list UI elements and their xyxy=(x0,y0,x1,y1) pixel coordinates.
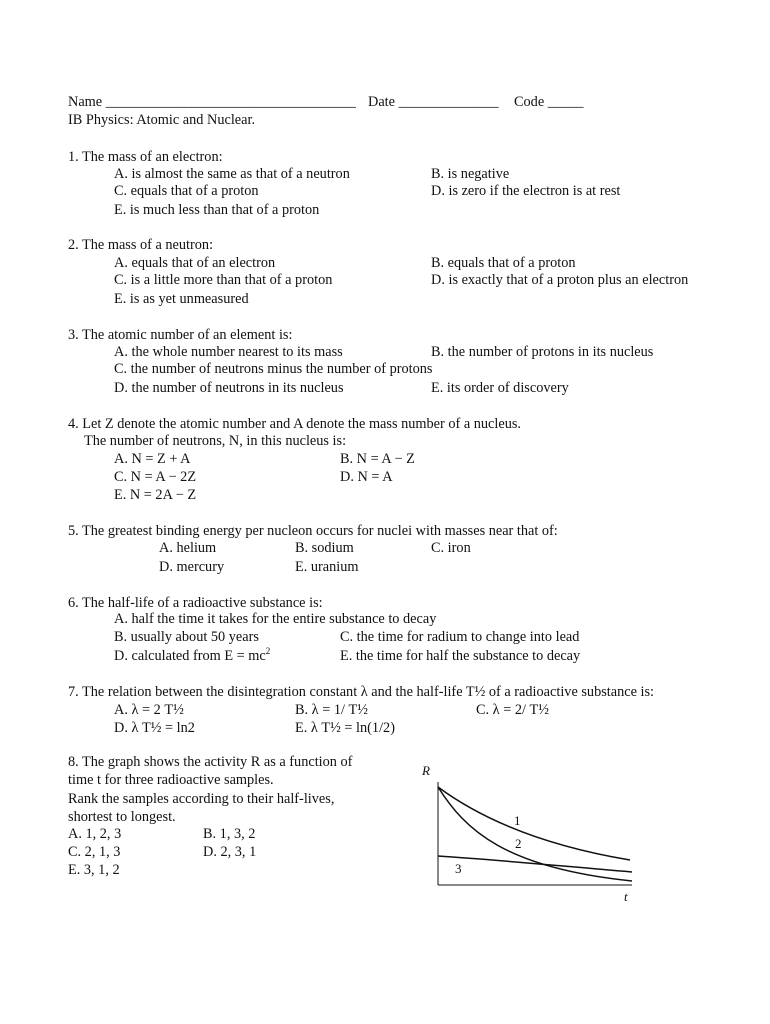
q5-option-a: A. helium xyxy=(159,540,217,556)
q7-option-b: B. λ = 1/ T½ xyxy=(295,702,368,718)
curve-2 xyxy=(438,787,632,881)
q1-stem: 1. The mass of an electron: xyxy=(68,149,223,165)
curve-1-label: 1 xyxy=(514,813,521,828)
q3-option-e: E. its order of discovery xyxy=(431,380,569,396)
q8-stem-line3: Rank the samples according to their half-lives, xyxy=(68,791,335,807)
q4-stem-line1: 4. Let Z denote the atomic number and A denote the mass number of a nucleus. xyxy=(68,416,522,432)
q6-option-a: A. half the time it takes for the entire substance to decay xyxy=(114,611,437,627)
q7-option-c: C. λ = 2/ T½ xyxy=(476,702,549,718)
q3-option-b: B. the number of protons in its nucleus xyxy=(431,344,654,360)
q8-option-d: D. 2, 3, 1 xyxy=(203,844,257,860)
code-field-label: Code _____ xyxy=(514,94,584,110)
q4-option-d: D. N = A xyxy=(340,469,393,485)
curve-2-label: 2 xyxy=(515,836,522,851)
date-field-label: Date ______________ xyxy=(368,94,499,110)
q4-option-b: B. N = A − Z xyxy=(340,451,415,467)
q5-option-b: B. sodium xyxy=(295,540,354,556)
q7-option-d: D. λ T½ = ln2 xyxy=(114,720,195,736)
q8-option-b: B. 1, 3, 2 xyxy=(203,826,256,842)
q1-option-c: C. equals that of a proton xyxy=(114,183,259,199)
q4-option-a: A. N = Z + A xyxy=(114,451,191,467)
q5-option-d: D. mercury xyxy=(159,559,225,575)
q2-stem: 2. The mass of a neutron: xyxy=(68,237,214,253)
q4-stem-line2: The number of neutrons, N, in this nucleus is: xyxy=(84,433,347,449)
q1-option-d: D. is zero if the electron is at rest xyxy=(431,183,621,199)
q2-option-a: A. equals that of an electron xyxy=(114,255,276,271)
graph-y-axis-label: R xyxy=(422,763,430,778)
q5-stem: 5. The greatest binding energy per nucleon occurs for nuclei with masses near that of: xyxy=(68,523,558,539)
q4-option-e: E. N = 2A − Z xyxy=(114,487,197,503)
q8-stem-line4: shortest to longest. xyxy=(68,809,176,825)
q2-option-c: C. is a little more than that of a proton xyxy=(114,272,333,288)
q7-option-e: E. λ T½ = ln(1/2) xyxy=(295,720,395,736)
q5-option-e: E. uranium xyxy=(295,559,359,575)
q2-option-d: D. is exactly that of a proton plus an electron xyxy=(431,272,689,288)
q6-option-e: E. the time for half the substance to decay xyxy=(340,648,581,664)
q1-option-a: A. is almost the same as that of a neutron xyxy=(114,166,350,182)
q6-option-d-text: D. calculated from E = mc xyxy=(114,648,266,664)
q3-stem: 3. The atomic number of an element is: xyxy=(68,327,293,343)
q8-option-c: C. 2, 1, 3 xyxy=(68,844,121,860)
graph-x-axis-label: t xyxy=(624,889,628,904)
q3-option-d: D. the number of neutrons in its nucleus xyxy=(114,380,344,396)
q6-option-d-exponent: 2 xyxy=(265,646,271,656)
q7-option-a: A. λ = 2 T½ xyxy=(114,702,184,718)
q3-option-c: C. the number of neutrons minus the number of protons xyxy=(114,361,433,377)
q7-stem: 7. The relation between the disintegration constant λ and the half-life T½ of a radioactive substance is: xyxy=(68,684,655,700)
page-title: IB Physics: Atomic and Nuclear. xyxy=(68,112,256,128)
q6-option-c: C. the time for radium to change into lead xyxy=(340,629,580,645)
name-field-label: Name ___________________________________ xyxy=(68,94,356,110)
q4-option-c: C. N = A − 2Z xyxy=(114,469,197,485)
q2-option-e: E. is as yet unmeasured xyxy=(114,291,249,307)
q3-option-a: A. the whole number nearest to its mass xyxy=(114,344,343,360)
q1-option-e: E. is much less than that of a proton xyxy=(114,202,320,218)
q6-option-b: B. usually about 50 years xyxy=(114,629,259,645)
q2-option-b: B. equals that of a proton xyxy=(431,255,576,271)
q5-option-c: C. iron xyxy=(431,540,471,556)
q8-stem-line2: time t for three radioactive samples. xyxy=(68,772,274,788)
q1-option-b: B. is negative xyxy=(431,166,510,182)
curve-3 xyxy=(438,856,632,872)
q8-option-e: E. 3, 1, 2 xyxy=(68,862,120,878)
q6-stem: 6. The half-life of a radioactive substance is: xyxy=(68,595,323,611)
curve-3-label: 3 xyxy=(455,861,462,876)
q8-stem-line1: 8. The graph shows the activity R as a function of xyxy=(68,754,353,770)
q8-option-a: A. 1, 2, 3 xyxy=(68,826,122,842)
